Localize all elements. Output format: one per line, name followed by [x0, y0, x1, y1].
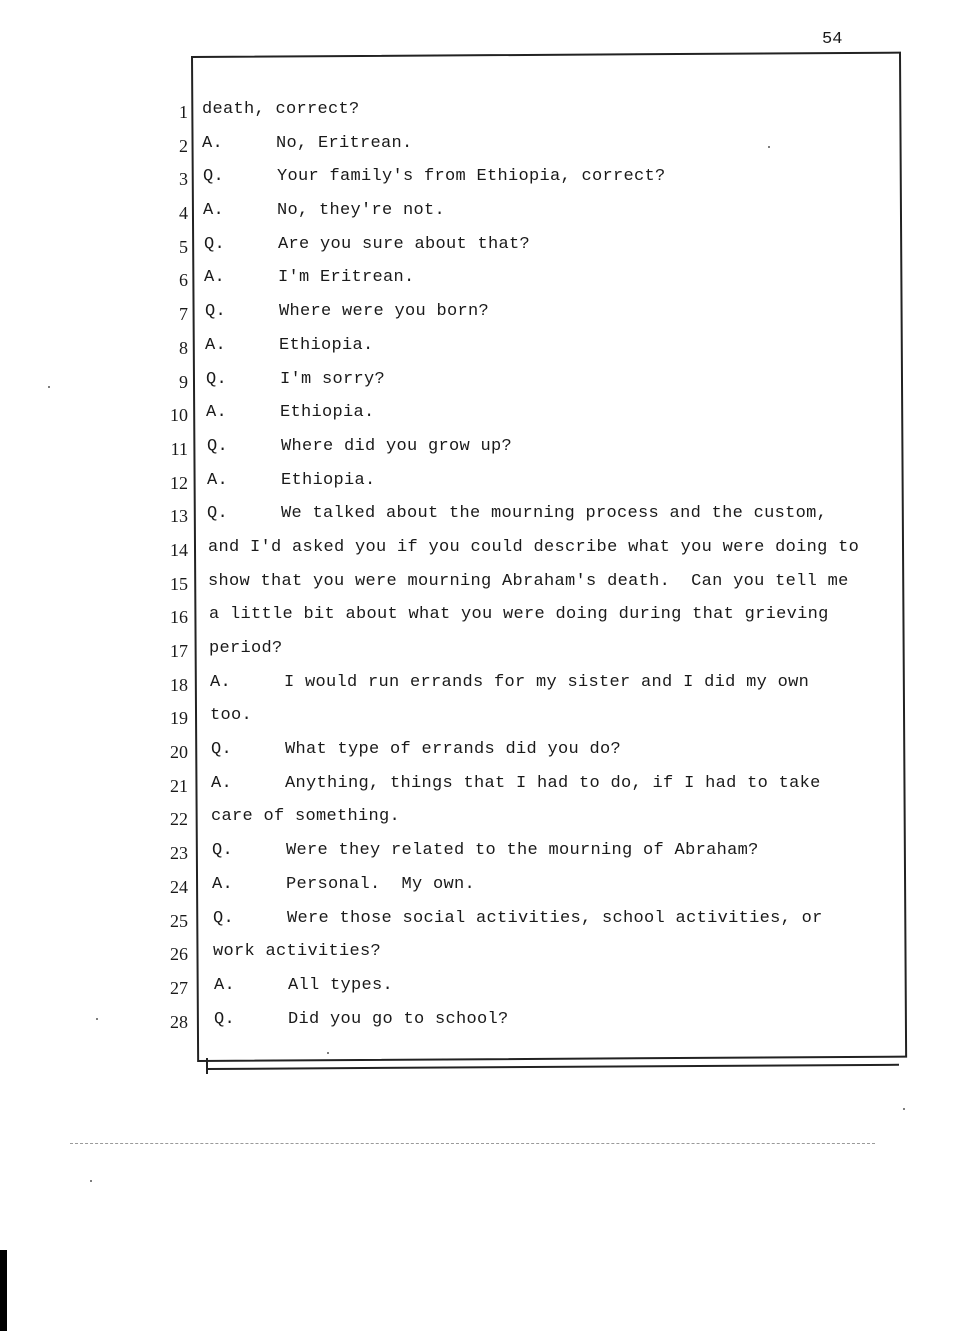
- transcript-line: [150, 534, 910, 568]
- frame-shadow-bottom: [207, 1064, 899, 1070]
- line-body: No, Eritrean.: [276, 133, 413, 153]
- line-text: [211, 774, 821, 793]
- transcript-line: [150, 467, 910, 501]
- line-text: [203, 201, 445, 220]
- line-text: [202, 100, 360, 119]
- line-body: No, they're not.: [277, 201, 446, 221]
- line-number: 23: [170, 843, 188, 864]
- line-body: Ethiopia.: [280, 403, 375, 423]
- transcript-line: [150, 197, 910, 231]
- scan-artifact-dashed-line: [70, 1143, 875, 1144]
- line-text: [212, 875, 475, 894]
- line-number: 9: [179, 371, 188, 392]
- line-number: 8: [179, 337, 188, 358]
- line-number: 21: [170, 775, 188, 796]
- speaker-label: A.: [206, 403, 228, 423]
- line-number: 24: [170, 876, 188, 897]
- line-body: and I'd asked you if you could describe what you were doing to: [208, 537, 860, 557]
- scan-speck: [90, 1180, 92, 1182]
- line-number: 16: [170, 607, 188, 628]
- transcript-line: [150, 163, 910, 197]
- speaker-label: A.: [211, 773, 233, 793]
- line-body: period?: [209, 639, 283, 658]
- line-number: 20: [170, 742, 188, 763]
- page-number: 54: [822, 30, 843, 49]
- line-number: 3: [179, 169, 188, 190]
- speaker-label: Q.: [214, 1009, 236, 1029]
- line-body: Where did you grow up?: [281, 436, 513, 456]
- transcript-line: [150, 972, 910, 1006]
- line-number: 15: [170, 573, 188, 594]
- transcript-line: [150, 938, 910, 972]
- transcript-line: [150, 770, 910, 804]
- transcript-line: [150, 264, 910, 298]
- line-body: work activities?: [213, 942, 382, 962]
- scan-speck: [768, 146, 770, 148]
- line-number: 19: [170, 708, 188, 729]
- transcript-lines: [150, 96, 910, 1039]
- transcript-line: [150, 96, 910, 130]
- speaker-label: Q.: [207, 436, 229, 456]
- line-number: 10: [170, 405, 188, 426]
- transcript-line: [150, 905, 910, 939]
- transcript-line: [150, 130, 910, 164]
- line-body: Ethiopia.: [281, 470, 376, 490]
- line-number: 27: [170, 977, 188, 998]
- line-body: Where were you born?: [279, 302, 490, 322]
- line-text: [213, 909, 823, 928]
- line-body: Ethiopia.: [279, 335, 374, 355]
- speaker-label: Q.: [205, 302, 227, 322]
- speaker-label: Q.: [207, 504, 229, 524]
- line-body: I'm Eritrean.: [278, 268, 415, 288]
- speaker-label: Q.: [206, 369, 228, 389]
- speaker-label: A.: [214, 975, 236, 995]
- line-body: I would run errands for my sister and I did my own: [284, 672, 810, 692]
- line-text: [207, 471, 376, 490]
- line-text: [207, 437, 512, 456]
- line-text: [211, 807, 400, 826]
- line-text: [209, 639, 283, 658]
- line-number: 6: [179, 270, 188, 291]
- line-number: 18: [170, 674, 188, 695]
- line-text: [202, 134, 413, 153]
- speaker-label: Q.: [203, 167, 225, 187]
- line-text: [214, 976, 393, 995]
- line-text: [208, 572, 849, 591]
- transcript-line: [150, 231, 910, 265]
- line-body: show that you were mourning Abraham's death. Can you tell me: [208, 571, 849, 591]
- line-text: [207, 504, 827, 523]
- line-body: Your family's from Ethiopia, correct?: [277, 167, 666, 187]
- transcript-line: [150, 399, 910, 433]
- transcript-line: [150, 500, 910, 534]
- transcript-line: [150, 433, 910, 467]
- line-text: [206, 370, 385, 389]
- line-body: We talked about the mourning process and the custom,: [281, 504, 828, 524]
- transcript-line: [150, 568, 910, 602]
- frame-shadow-left: [206, 1058, 208, 1074]
- line-text: [211, 740, 621, 759]
- line-number: 2: [179, 135, 188, 156]
- line-number: 11: [170, 438, 188, 459]
- line-text: [205, 302, 489, 321]
- line-text: [204, 268, 415, 287]
- line-text: [208, 538, 859, 557]
- line-number: 12: [170, 472, 188, 493]
- transcript-line: [150, 601, 910, 635]
- line-body: Are you sure about that?: [278, 234, 531, 254]
- line-body: Personal. My own.: [286, 874, 476, 894]
- speaker-label: A.: [202, 133, 224, 153]
- line-body: Were they related to the mourning of Abraham?: [286, 841, 759, 861]
- line-text: [203, 167, 666, 186]
- line-body: Anything, things that I had to do, if I had to take: [285, 773, 821, 793]
- line-number: 17: [170, 641, 188, 661]
- transcript-line: [150, 332, 910, 366]
- scan-speck: [327, 1052, 329, 1054]
- speaker-label: A.: [205, 335, 227, 355]
- scan-speck: [96, 1018, 98, 1020]
- speaker-label: Q.: [213, 908, 235, 928]
- line-text: [210, 706, 252, 725]
- speaker-label: Q.: [204, 234, 226, 254]
- line-body: a little bit about what you were doing during that grieving: [209, 605, 829, 625]
- line-number: 28: [170, 1011, 188, 1032]
- scan-speck: [903, 1108, 905, 1110]
- line-text: [205, 336, 374, 355]
- line-body: What type of errands did you do?: [285, 740, 622, 760]
- line-text: [204, 235, 530, 254]
- line-body: I'm sorry?: [280, 369, 386, 389]
- speaker-label: A.: [203, 201, 225, 221]
- transcript-line: [150, 702, 910, 736]
- line-number: 13: [170, 506, 188, 527]
- line-number: 4: [179, 203, 188, 224]
- speaker-label: A.: [212, 874, 234, 894]
- transcript-line: [150, 837, 910, 871]
- line-text: [209, 605, 829, 624]
- scan-speck: [48, 386, 50, 388]
- line-number: 25: [170, 910, 188, 931]
- line-text: [212, 841, 759, 860]
- speaker-label: A.: [204, 268, 226, 288]
- transcript-line: [150, 736, 910, 770]
- transcript-line: [150, 871, 910, 905]
- line-text: [210, 673, 809, 692]
- transcript-line: [150, 635, 910, 669]
- line-text: [214, 1010, 509, 1029]
- line-text: [213, 942, 381, 961]
- transcript-line: [150, 803, 910, 837]
- transcript-line: [150, 298, 910, 332]
- line-body: care of something.: [211, 807, 401, 827]
- line-body: Were those social activities, school activities, or: [287, 908, 823, 928]
- transcript-line: [150, 669, 910, 703]
- line-body: death, correct?: [202, 100, 360, 119]
- line-body: too.: [210, 706, 253, 726]
- scan-edge-mark: [0, 1250, 7, 1331]
- line-body: All types.: [288, 975, 394, 995]
- transcript-line: [150, 366, 910, 400]
- line-number: 1: [179, 102, 188, 122]
- line-number: 14: [170, 539, 188, 560]
- line-text: [206, 403, 375, 422]
- line-number: 26: [170, 944, 188, 965]
- line-number: 5: [179, 236, 188, 257]
- line-number: 7: [179, 304, 188, 325]
- line-number: 22: [170, 809, 188, 830]
- speaker-label: A.: [210, 672, 232, 692]
- speaker-label: A.: [207, 470, 229, 490]
- transcript-line: [150, 1006, 910, 1040]
- speaker-label: Q.: [212, 841, 234, 861]
- speaker-label: Q.: [211, 740, 233, 760]
- line-body: Did you go to school?: [288, 1009, 509, 1029]
